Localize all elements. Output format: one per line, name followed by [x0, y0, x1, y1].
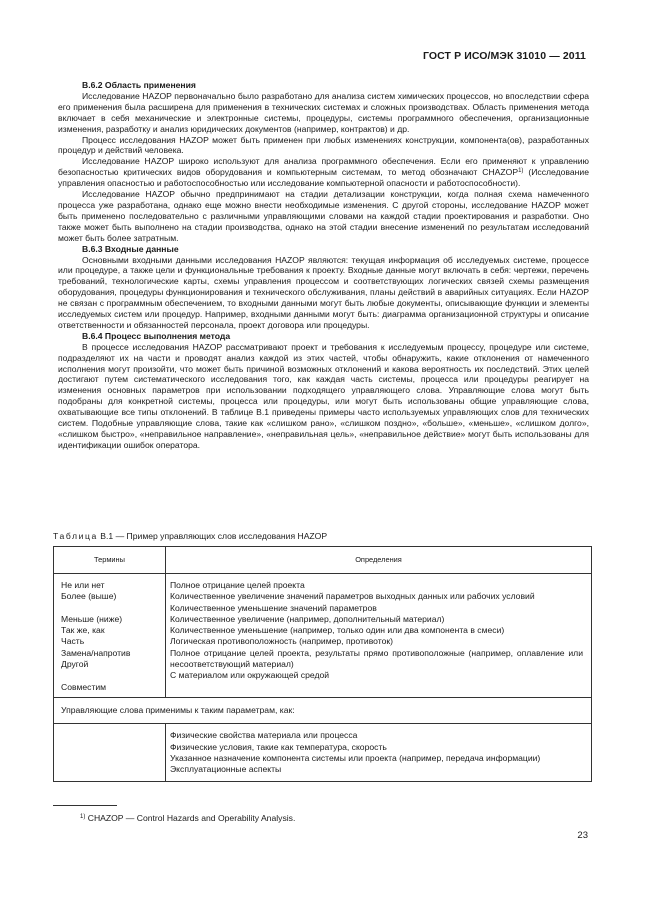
table-row [54, 574, 592, 698]
term-spacer [61, 670, 161, 681]
definition: Логическая противоположность (например, противоток) [170, 636, 394, 647]
term: Часть [61, 636, 85, 647]
parameter: Эксплуатационные аспекты [170, 764, 282, 775]
paragraph: В процессе исследования HAZOP рассматривают проект и требования к исследуемым процессу, процедуре или системе, подразделяют их на части и проводят анализ каждой из этих частей, чтобы обнаружить, какие отклонения от намеченного исполнения могут произойти, что может быть причиной возможных отклонений и какова вероятность их последствий. Этих целей достигают путем систематического исследования того, как каждая часть системы, процесса или процедуры реагирует на изменения основных параметров при использовании подходящего управляющего слова. Управляющие слова могут быть подобраны для конкретной системы, процесса или процедуры, или могут быть использованы общие управляющие слова, охватывающие все типы отклонений. В таблице В.1 приведены примеры часто используемых управляющих слов для технических систем. Подобные управляющие слова, такие как «слишком рано», «слишком поздно», «больше», «меньше», «слишком долго», «слишком быстро», «неправильное направление», «неправильная цель», «неправильное действие» могут быть использованы для идентификации ошибок оператора. [58, 341, 589, 450]
footnote-mark: 1) [80, 814, 86, 820]
footnote-ref: 1) [518, 168, 524, 175]
term: Так же, как [61, 625, 105, 636]
main-text [58, 80, 589, 451]
term: Не или нет [61, 580, 105, 590]
definitions-cell [166, 574, 592, 698]
definition: Количественное уменьшение значений параметров [170, 602, 377, 613]
document-header: ГОСТ Р ИСО/МЭК 31010 — 2011 [422, 50, 586, 62]
column-header-terms: Термины [54, 547, 166, 574]
hazop-guide-words-table [53, 546, 592, 782]
paragraph: Процесс исследования HAZOP может быть применен при любых изменениях конструкции, компонента(ов), разработанных процедур и действий человека. [58, 134, 589, 156]
paragraph: Основными входными данными исследования HAZOP являются: текущая информация об исследуемых системе, процессе или процедуре, а также цели и функциональные требования к проекту. Входные данные могут включать в себя: чертежи, перечень требований, технологические карты, схемы управления процессом и соответствующих логических связей схемы размещения оборудования, процедуры функционирования и технического обслуживания, планы действий в аварийных ситуациях. Если HAZOP не связан с программным обеспечением, то входными данными могут быть любые документы, описывающие функции и элементы исследуемых систем или процедур. Например, входными данными могут быть: диаграмма организационной структуры и описание ответственности и обязанностей персонала, проект договора или процедуры. [58, 254, 589, 330]
table-caption [53, 531, 327, 542]
term: Замена/напротив [61, 647, 131, 658]
definition: С материалом или окружающей средой [170, 670, 330, 681]
table-row [54, 724, 592, 782]
term: Меньше (ниже) [61, 613, 123, 624]
span-note: Управляющие слова применимы к таким параметрам, как: [54, 697, 592, 723]
footnote [80, 813, 295, 824]
page-number: 23 [577, 830, 588, 841]
footnote-divider [53, 805, 117, 806]
definition: Количественное увеличение значений параметров выходных данных или рабочих условий [170, 591, 535, 602]
table-caption-text: В.1 — Пример управляющих слов исследования HAZOP [97, 531, 328, 541]
definition: Полное отрицание целей проекта [170, 580, 305, 590]
definition: Количественное уменьшение (например, только один или два компонента в смеси) [170, 625, 505, 636]
paragraph: Исследование HAZOP первоначально было разработано для анализа систем химических процессов, но впоследствии сфера его применения была расширена для применения в технических системах и сложных производствах. Область применения метода включает в себя механические и электронные системы, процедуры, системы программного обеспечения, организационные изменения, разработку и анализ юридических документов (например, контрактов) и др. [58, 90, 589, 134]
paragraph: Исследование HAZOP обычно предпринимают на стадии детализации конструкции, когда полная схема намеченного процесса уже разработана, однако еще можно внести необходимые изменения. С другой стороны, исследование HAZOP может быть применено последовательно с различными управляющими словами на каждой стадии проектирования и разработки. Оно также может быть выполнено на стадии производства, однако на этой стадии внесение изменений по результатам исследований может быть более затратным. [58, 189, 589, 243]
definition: Полное отрицание целей проекта, результаты прямо противоположные (например, оплавление или несоответствующий материал) [170, 647, 583, 670]
term: Другой [61, 659, 89, 670]
parameter: Физические условия, такие как температура, скорость [170, 741, 387, 752]
section-title-b62: В.6.2 Область применения [82, 80, 196, 90]
column-header-definitions: Определения [166, 547, 592, 574]
term: Более (выше) [61, 591, 117, 602]
section-title-b64: В.6.4 Процесс выполнения метода [82, 330, 231, 341]
term: Совместим [61, 681, 107, 692]
paragraph-text: (Исследование управления опасностью и работоспособностью или исследование компьютерной опасности и работоспособности). [58, 167, 589, 189]
table-caption-label: Таблица [53, 531, 98, 541]
term-spacer [61, 603, 161, 614]
parameters-cell [166, 724, 592, 782]
paragraph [58, 156, 589, 189]
footnote-text: CHAZOP — Control Hazards and Operability Analysis. [85, 813, 296, 823]
table-row [54, 697, 592, 723]
empty-cell [54, 724, 166, 782]
section-title-b63: В.6.3 Входные данные [82, 243, 179, 254]
parameter: Указанное назначение компонента системы или проекта (например, передача информации) [170, 752, 541, 763]
definition: Количественное увеличение (например, дополнительный материал) [170, 613, 445, 624]
parameter: Физические свойства материала или процесса [170, 730, 358, 741]
terms-cell [54, 574, 166, 698]
paragraph-text: Исследование HAZOP широко используют для анализа программного обеспечения. Если его применяют к управлению безопасностью критических видов оборудования и компьютерным системам, то метод обозначают CHAZOP [58, 156, 589, 178]
